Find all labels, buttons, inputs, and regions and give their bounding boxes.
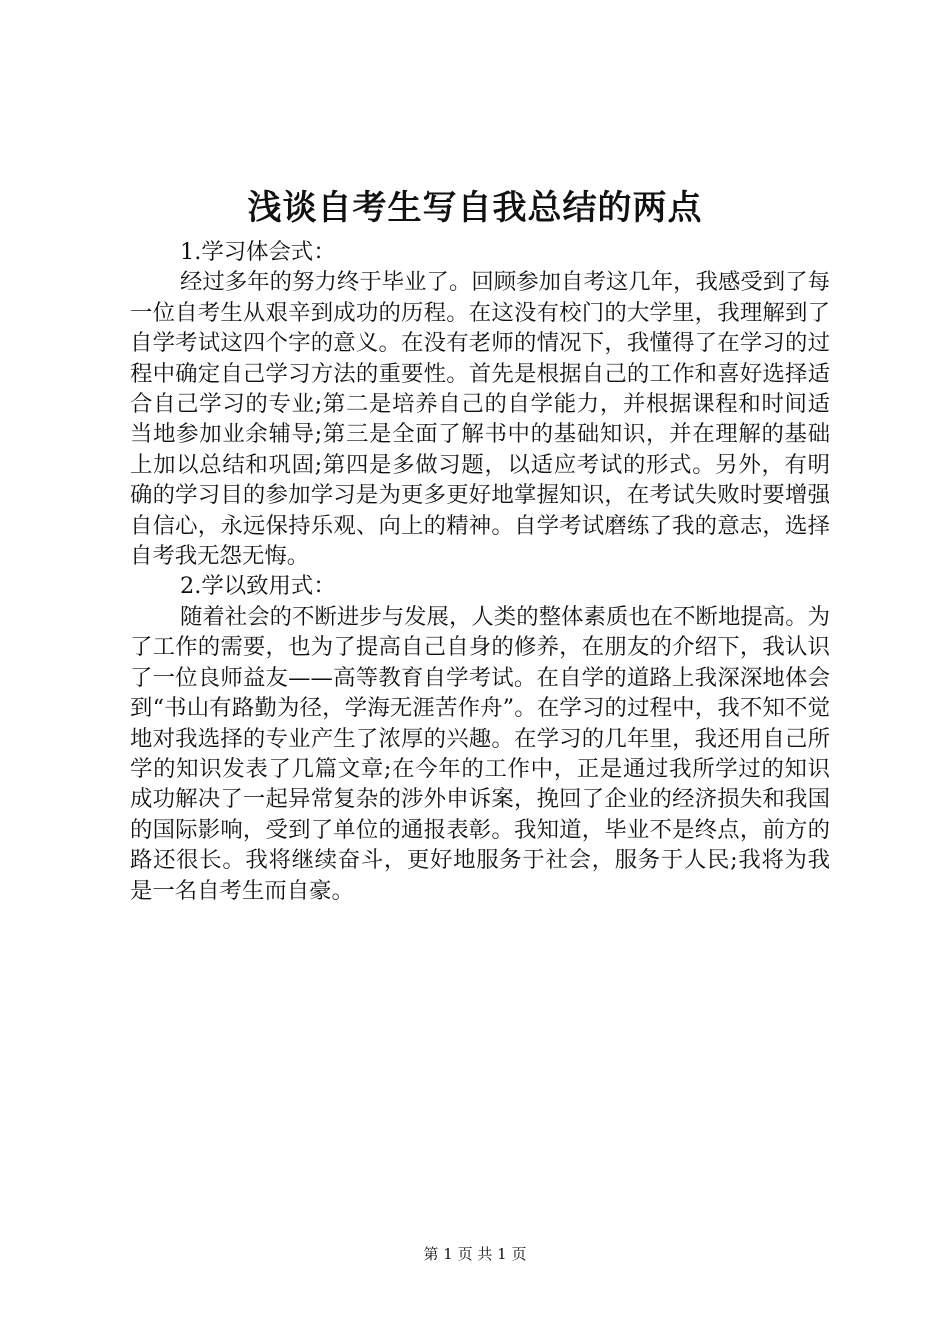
section-paragraph-2: 随着社会的不断进步与发展，人类的整体素质也在不断地提高。为了工作的需要，也为了提高自己自身的修养，在朋友的介绍下，我认识了一位良师益友——高等教育自学考试。在自学的道路上我深深地体会到“书山有路勤为径，学海无涯苦作舟”。在学习的过程中，我不知不觉地对我选择的专业产生了浓厚的兴趣。在学习的几年里，我还用自己所学的知识发表了几篇文章;在今年的工作中，正是通过我所学过的知识成功解决了一起异常复杂的涉外申诉案，挽回了企业的经济损失和我国的国际影响，受到了单位的通报表彰。我知道，毕业不是终点，前方的路还很长。我将继续奋斗，更好地服务于社会，服务于人民;我将为我是一名自考生而自豪。 bbox=[130, 603, 830, 904]
document-body bbox=[130, 237, 830, 906]
section-heading-2: 2.学以致用式： bbox=[180, 573, 336, 600]
section-paragraph-1: 经过多年的努力终于毕业了。回顾参加自考这几年，我感受到了每一位自考生从艰辛到成功的历程。在这没有校门的大学里，我理解到了自学考试这四个字的意义。在没有老师的情况下，我懂得了在学习的过程中确定自己学习方法的重要性。首先是根据自己的工作和喜好选择适合自己学习的专业;第二是培养自己的自学能力，并根据课程和时间适当地参加业余辅导;第三是全面了解书中的基础知识，并在理解的基础上加以总结和巩固;第四是多做习题，以适应考试的形式。另外，有明确的学习目的参加学习是为更多更好地掌握知识，在考试失败时要增强自信心，永远保持乐观、向上的精神。自学考试磨练了我的意志，选择自考我无怨无悔。 bbox=[130, 269, 830, 570]
document-title: 浅谈自考生写自我总结的两点 bbox=[247, 188, 703, 228]
section-heading-1: 1.学习体会式： bbox=[180, 239, 336, 265]
page-footer: 第 1 页 共 1 页 bbox=[423, 1245, 527, 1263]
